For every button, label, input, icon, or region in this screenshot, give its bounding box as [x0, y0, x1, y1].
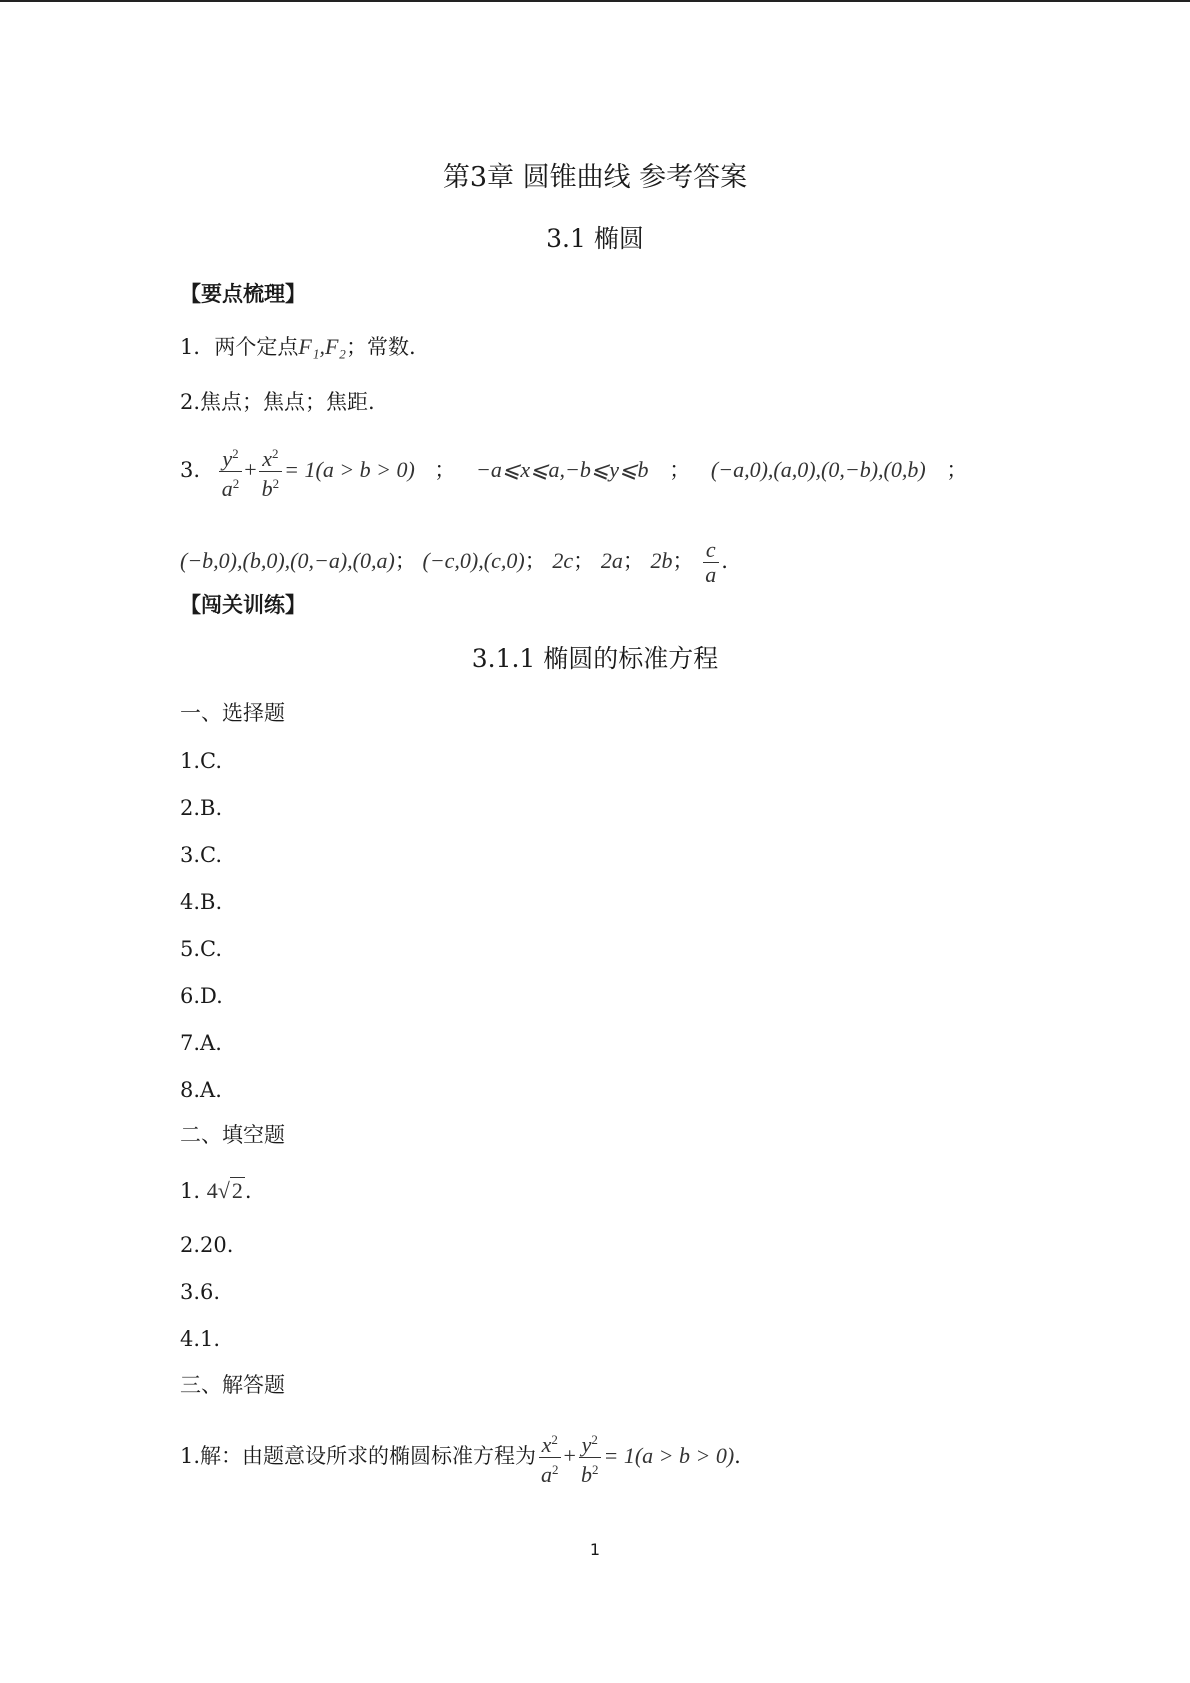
vertices-expression: (−a,0),(a,0),(0,−b),(0,b)	[710, 457, 926, 482]
chapter-title: 第3章 圆锥曲线 参考答案	[442, 162, 748, 193]
section-title: 3.1 椭圆	[546, 224, 644, 253]
foci-symbols: F₁,F₂	[298, 334, 347, 359]
training-heading: 【闯关训练】	[180, 593, 306, 617]
sqrt-coefficient: 4	[206, 1178, 218, 1203]
key-points-heading: 【要点梳理】	[180, 282, 306, 306]
choice-answer: 5.C.	[180, 937, 223, 961]
key-point-1	[180, 332, 416, 362]
separator: ；	[669, 458, 691, 482]
minor-axis-length: 2b	[650, 548, 673, 573]
ellipse-equation-x: $\frac{x^2}{a^2}$ + $\frac{y^2}{b^2}$ = 1(a > b > 0)	[536, 1443, 734, 1468]
fill-answer-1: 1. 4√2.	[180, 1178, 252, 1203]
solve-answer-1: 1.解：由题意设所求的椭圆标准方程为 $\frac{x^2}{a^2}$ + $\frac{y^2}{b^2}$ = 1(a > b > 0).	[180, 1428, 741, 1487]
choice-answer: 3.C.	[180, 843, 223, 867]
eccentricity-numerator: c	[703, 538, 719, 563]
solve-heading: 三、解答题	[180, 1373, 285, 1397]
range-expression: −a⩽x⩽a,−b⩽y⩽b	[476, 457, 649, 482]
choice-heading: 一、选择题	[180, 701, 285, 725]
separator: ；	[394, 549, 416, 573]
key-point-1-prefix: 1．两个定点	[180, 335, 299, 359]
separator: ；	[524, 549, 546, 573]
fill-heading: 二、填空题	[180, 1123, 285, 1147]
equation-rhs: = 1(a > b > 0)	[284, 457, 415, 482]
choice-answer: 2.B.	[180, 796, 223, 820]
foci-coordinates: (−c,0),(c,0)	[422, 548, 525, 573]
top-rule	[0, 0, 1190, 2]
separator: ；	[672, 549, 694, 573]
fill-answer: 4.1.	[180, 1327, 221, 1351]
subsection-title: 3.1.1 椭圆的标准方程	[471, 644, 719, 673]
eccentricity	[700, 537, 721, 588]
choice-answer: 4.B.	[180, 890, 223, 914]
page-number: 1	[589, 1540, 601, 1559]
fill-answer: 3.6.	[180, 1280, 221, 1304]
key-point-3	[180, 442, 981, 501]
equation-rhs: = 1(a > b > 0)	[603, 1443, 735, 1468]
key-point-1-suffix: ；常数.	[346, 335, 416, 359]
separator: ；	[573, 549, 595, 573]
separator: ；	[622, 549, 644, 573]
focal-distance: 2c	[552, 548, 574, 573]
separator: ；	[946, 458, 968, 482]
eccentricity-denominator: a	[705, 562, 717, 588]
sqrt-expression: 4√2	[206, 1178, 243, 1203]
choice-answer: 1.C.	[180, 749, 223, 773]
choice-answer: 8.A.	[180, 1078, 222, 1102]
key-point-2: 2.焦点；焦点；焦距.	[180, 390, 375, 414]
sqrt-radicand: 2	[231, 1178, 243, 1203]
key-point-3-prefix: 3.	[180, 458, 201, 482]
fill-answer-1-prefix: 1.	[180, 1179, 201, 1203]
axis-endpoints: (−b,0),(b,0),(0,−a),(0,a)	[180, 548, 395, 573]
key-point-3-continued: (−b,0),(b,0),(0,−a),(0,a)； (−c,0),(c,0)； 2c； 2a； 2b； $\frac{c}{a}$ .	[180, 537, 728, 588]
solve-answer-1-text: 1.解：由题意设所求的椭圆标准方程为	[180, 1444, 537, 1468]
separator: ；	[434, 458, 456, 482]
choice-answer: 6.D.	[180, 984, 223, 1008]
major-axis-length: 2a	[600, 548, 623, 573]
ellipse-equation-y: $\frac{y^2}{a^2}$ + $\frac{x^2}{b^2}$ = 1(a > b > 0)	[217, 457, 421, 482]
fill-answer: 2.20.	[180, 1233, 234, 1257]
choice-answer: 7.A.	[180, 1031, 222, 1055]
